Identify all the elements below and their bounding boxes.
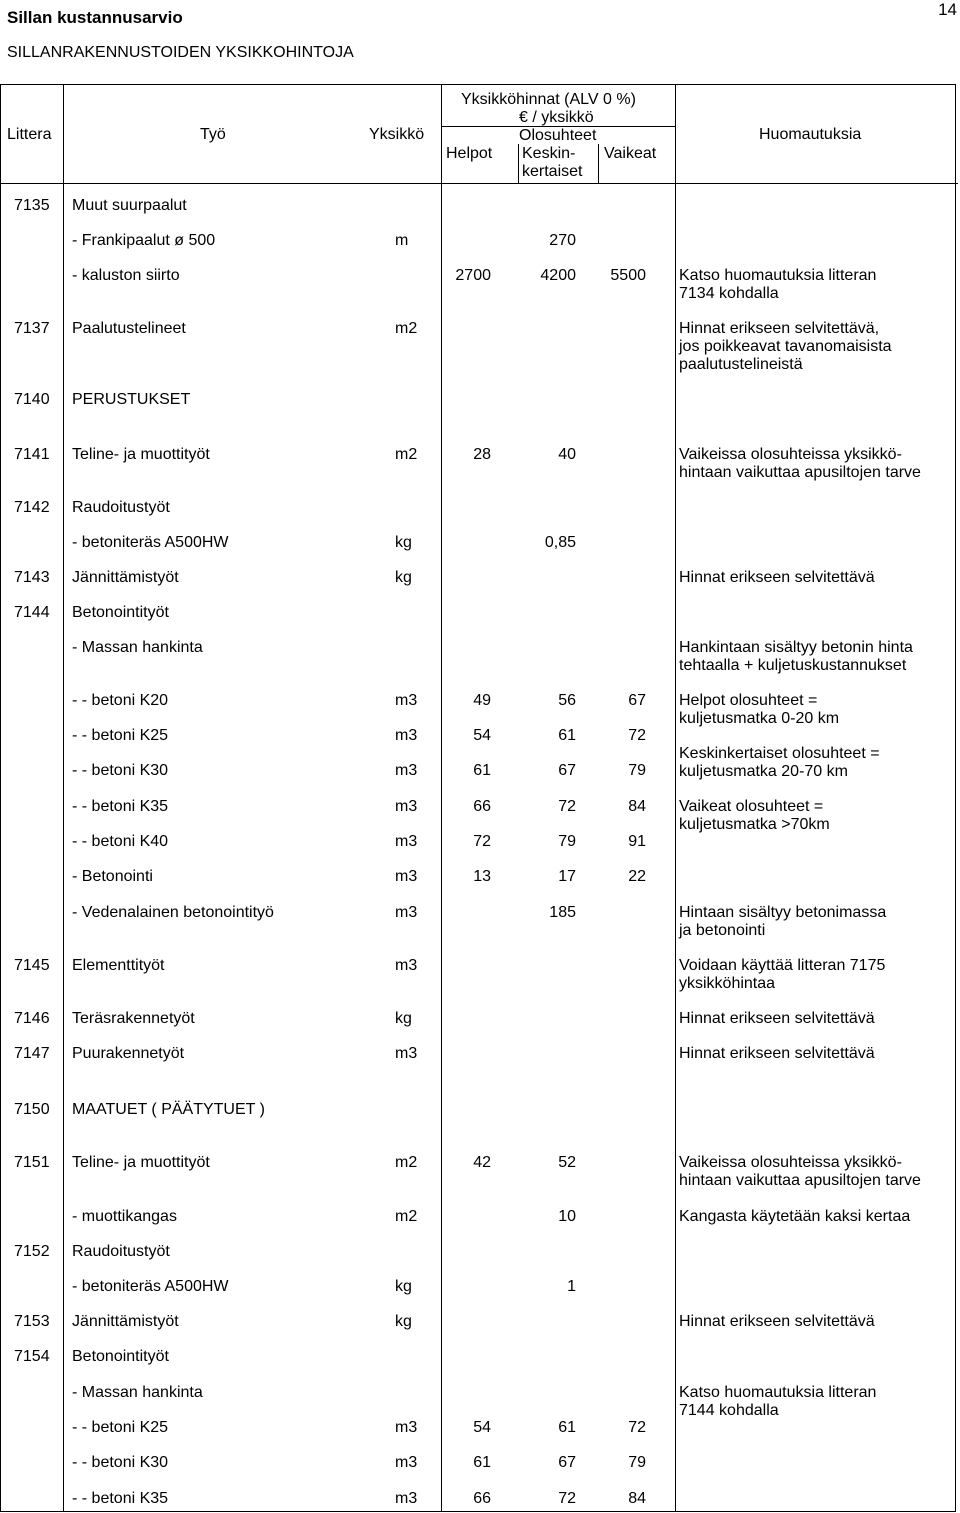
- header-prices: Yksikköhinnat (ALV 0 %): [461, 91, 636, 108]
- row-price-keskinkertaiset: 4200: [540, 267, 576, 284]
- row-price-helpot: 66: [473, 1490, 491, 1507]
- row-work: - - betoni K25: [72, 727, 169, 744]
- row-work: Raudoitustyöt: [72, 1243, 170, 1260]
- row-code: 7153: [14, 1313, 50, 1330]
- header-keskin: Keskin-: [522, 145, 576, 162]
- row-note: Hinnat erikseen selvitettävä, jos poikkeavat tavanomaisista paalutustelineistä: [679, 320, 892, 373]
- row-work: - - betoni K20: [72, 692, 169, 709]
- row-unit: m2: [395, 1208, 418, 1225]
- row-unit: m3: [395, 1419, 418, 1436]
- row-unit: m3: [395, 904, 418, 921]
- row-code: 7150: [14, 1101, 50, 1118]
- row-work: Muut suurpaalut: [72, 197, 187, 214]
- row-unit: m: [395, 232, 409, 249]
- column-divider: [441, 84, 442, 1512]
- row-unit: m2: [395, 446, 418, 463]
- row-work: Teline- ja muottityöt: [72, 1154, 210, 1171]
- row-code: 7145: [14, 957, 50, 974]
- row-work: - Massan hankinta: [72, 639, 203, 656]
- row-note: Vaikeat olosuhteet = kuljetusmatka >70km: [679, 798, 830, 833]
- row-unit: m3: [395, 798, 418, 815]
- row-note: Hankintaan sisältyy betonin hinta tehtaalla + kuljetuskustannukset: [679, 639, 913, 674]
- row-code: 7144: [14, 604, 50, 621]
- row-price-vaikeat: 5500: [610, 267, 646, 284]
- row-work: - muottikangas: [72, 1208, 177, 1225]
- row-price-keskinkertaiset: 40: [558, 446, 576, 463]
- row-price-helpot: 61: [473, 1454, 491, 1471]
- row-price-helpot: 66: [473, 798, 491, 815]
- row-code: 7137: [14, 320, 50, 337]
- row-price-helpot: 72: [473, 833, 491, 850]
- row-work: - betoniteräs A500HW: [72, 534, 229, 551]
- header-littera: Littera: [7, 126, 52, 143]
- row-price-vaikeat: 84: [628, 798, 646, 815]
- header-yksikko: Yksikkö: [369, 126, 425, 143]
- row-work: Teräsrakennetyöt: [72, 1010, 195, 1027]
- row-price-vaikeat: 84: [628, 1490, 646, 1507]
- row-price-helpot: 42: [473, 1154, 491, 1171]
- row-unit: m3: [395, 1454, 418, 1471]
- row-work: MAATUET ( PÄÄTYTUET ): [72, 1101, 265, 1118]
- row-price-vaikeat: 67: [628, 692, 646, 709]
- row-unit: kg: [395, 1278, 412, 1295]
- row-price-helpot: 61: [473, 762, 491, 779]
- row-price-keskinkertaiset: 79: [558, 833, 576, 850]
- row-code: 7152: [14, 1243, 50, 1260]
- row-price-vaikeat: 79: [628, 1454, 646, 1471]
- row-note: Hinnat erikseen selvitettävä: [679, 569, 875, 586]
- row-price-keskinkertaiset: 56: [558, 692, 576, 709]
- row-price-keskinkertaiset: 61: [558, 727, 576, 744]
- header-kertaiset: kertaiset: [522, 163, 583, 180]
- row-code: 7141: [14, 446, 50, 463]
- row-note: Hinnat erikseen selvitettävä: [679, 1010, 875, 1027]
- row-note: Katso huomautuksia litteran 7134 kohdalla: [679, 267, 877, 302]
- row-unit: kg: [395, 1010, 412, 1027]
- row-price-helpot: 2700: [455, 267, 491, 284]
- row-unit: m3: [395, 868, 418, 885]
- row-price-keskinkertaiset: 10: [558, 1208, 576, 1225]
- header-separator: [0, 183, 958, 184]
- row-price-vaikeat: 91: [628, 833, 646, 850]
- row-unit: m3: [395, 833, 418, 850]
- row-work: - - betoni K25: [72, 1419, 169, 1436]
- row-note: Hinnat erikseen selvitettävä: [679, 1045, 875, 1062]
- row-price-keskinkertaiset: 61: [558, 1419, 576, 1436]
- row-price-keskinkertaiset: 67: [558, 1454, 576, 1471]
- row-unit: m3: [395, 727, 418, 744]
- row-work: - Massan hankinta: [72, 1384, 203, 1401]
- row-work: Paalutustelineet: [72, 320, 186, 337]
- row-work: - kaluston siirto: [72, 267, 180, 284]
- row-price-helpot: 54: [473, 1419, 491, 1436]
- header-olosuhteet: Olosuhteet: [519, 127, 597, 144]
- header-tyo: Työ: [200, 126, 226, 143]
- header-helpot: Helpot: [446, 145, 493, 162]
- row-work: - betoniteräs A500HW: [72, 1278, 229, 1295]
- row-note: Hintaan sisältyy betonimassa ja betonointi: [679, 904, 887, 939]
- row-code: 7151: [14, 1154, 50, 1171]
- row-note: Kangasta käytetään kaksi kertaa: [679, 1208, 911, 1225]
- row-work: - - betoni K35: [72, 1490, 169, 1507]
- row-price-helpot: 54: [473, 727, 491, 744]
- row-price-keskinkertaiset: 185: [549, 904, 576, 921]
- row-code: 7143: [14, 569, 50, 586]
- row-price-helpot: 49: [473, 692, 491, 709]
- row-price-keskinkertaiset: 72: [558, 798, 576, 815]
- row-price-helpot: 28: [473, 446, 491, 463]
- document-title: Sillan kustannusarvio: [7, 8, 183, 27]
- column-divider: [675, 84, 676, 1512]
- row-unit: kg: [395, 1313, 412, 1330]
- row-note: Keskinkertaiset olosuhteet = kuljetusmatka 20-70 km: [679, 745, 880, 780]
- row-work: - Betonointi: [72, 868, 153, 885]
- row-code: 7154: [14, 1348, 50, 1365]
- row-code: 7140: [14, 391, 50, 408]
- row-note: Hinnat erikseen selvitettävä: [679, 1313, 875, 1330]
- row-work: Betonointityöt: [72, 604, 169, 621]
- row-work: Jännittämistyöt: [72, 569, 179, 586]
- row-work: - Frankipaalut ø 500: [72, 232, 216, 249]
- row-price-keskinkertaiset: 1: [567, 1278, 576, 1295]
- row-work: Betonointityöt: [72, 1348, 169, 1365]
- header-huomautuksia: Huomautuksia: [759, 126, 862, 143]
- row-work: Jännittämistyöt: [72, 1313, 179, 1330]
- column-divider: [63, 84, 64, 1512]
- document-subtitle: SILLANRAKENNUSTOIDEN YKSIKKOHINTOJA: [7, 44, 354, 61]
- row-code: 7146: [14, 1010, 50, 1027]
- header-divider: [518, 144, 519, 183]
- row-price-keskinkertaiset: 52: [558, 1154, 576, 1171]
- row-price-vaikeat: 22: [628, 868, 646, 885]
- row-work: - - betoni K30: [72, 1454, 169, 1471]
- row-unit: m3: [395, 1490, 418, 1507]
- row-price-vaikeat: 72: [628, 1419, 646, 1436]
- header-prices-unit: € / yksikkö: [519, 109, 594, 126]
- row-unit: m3: [395, 762, 418, 779]
- row-work: - Vedenalainen betonointityö: [72, 904, 274, 921]
- row-note: Katso huomautuksia litteran 7144 kohdalla: [679, 1384, 877, 1419]
- row-note: Vaikeissa olosuhteissa yksikkö- hintaan vaikuttaa apusiltojen tarve: [679, 446, 921, 481]
- page-number: 14: [938, 0, 957, 19]
- row-code: 7142: [14, 499, 50, 516]
- row-work: PERUSTUKSET: [72, 391, 191, 408]
- row-price-keskinkertaiset: 0,85: [544, 534, 576, 551]
- row-work: - - betoni K40: [72, 833, 169, 850]
- row-price-keskinkertaiset: 270: [549, 232, 576, 249]
- row-price-helpot: 13: [473, 868, 491, 885]
- row-unit: kg: [395, 534, 412, 551]
- header-vaikeat: Vaikeat: [604, 145, 657, 162]
- row-code: 7135: [14, 197, 50, 214]
- row-work: - - betoni K30: [72, 762, 169, 779]
- row-work: Elementtityöt: [72, 957, 165, 974]
- row-unit: m3: [395, 957, 418, 974]
- row-unit: kg: [395, 569, 412, 586]
- row-note: Helpot olosuhteet = kuljetusmatka 0-20 km: [679, 692, 840, 727]
- row-work: Teline- ja muottityöt: [72, 446, 210, 463]
- row-price-keskinkertaiset: 67: [558, 762, 576, 779]
- row-price-keskinkertaiset: 72: [558, 1490, 576, 1507]
- row-work: Puurakennetyöt: [72, 1045, 185, 1062]
- row-price-vaikeat: 79: [628, 762, 646, 779]
- row-unit: m2: [395, 1154, 418, 1171]
- row-unit: m2: [395, 320, 418, 337]
- row-price-keskinkertaiset: 17: [558, 868, 576, 885]
- row-note: Vaikeissa olosuhteissa yksikkö- hintaan vaikuttaa apusiltojen tarve: [679, 1154, 921, 1189]
- row-note: Voidaan käyttää litteran 7175 yksikköhintaa: [679, 957, 886, 992]
- row-unit: m3: [395, 1045, 418, 1062]
- row-price-vaikeat: 72: [628, 727, 646, 744]
- row-unit: m3: [395, 692, 418, 709]
- row-work: - - betoni K35: [72, 798, 169, 815]
- header-divider: [598, 144, 599, 183]
- row-code: 7147: [14, 1045, 50, 1062]
- row-work: Raudoitustyöt: [72, 499, 170, 516]
